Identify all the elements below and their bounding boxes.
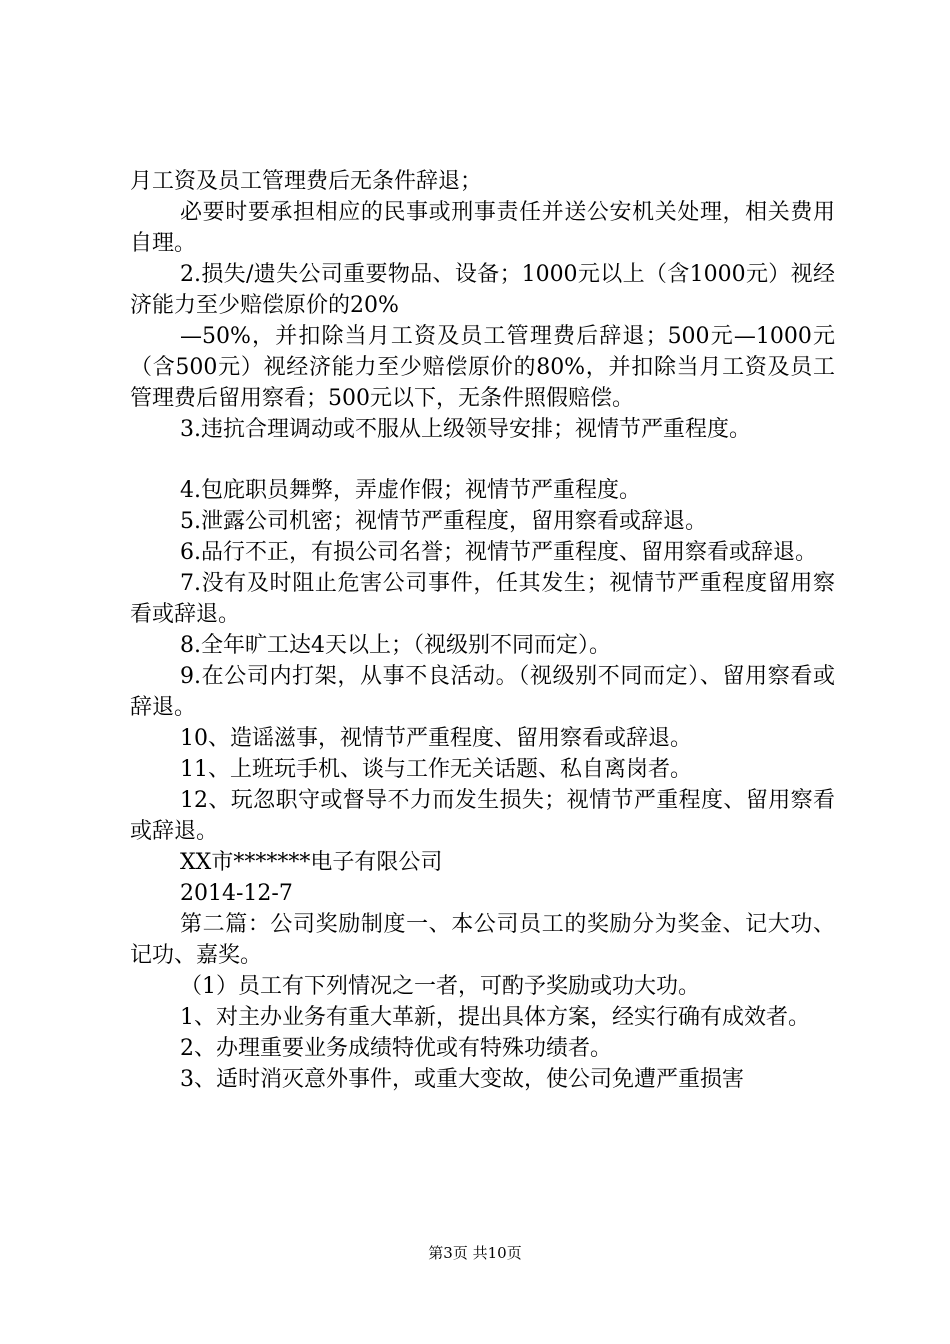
paragraph: 9.在公司内打架，从事不良活动。（视级别不同而定）、留用察看或辞退。 [130,664,835,720]
paragraph: 11、上班玩手机、谈与工作无关话题、私自离岗者。 [180,757,692,782]
paragraph: 3、适时消灭意外事件，或重大变故，使公司免遭严重损害 [180,1067,744,1092]
paragraph: （1）员工有下列情况之一者，可酌予奖励或功大功。 [180,974,700,999]
section-heading: 第二篇：公司奖励制度一、本公司员工的奖励分为奖金、记大功、记功、嘉奖。 [130,912,835,968]
paragraph: 7.没有及时阻止危害公司事件，任其发生；视情节严重程度留用察看或辞退。 [130,571,835,627]
paragraph: 2.损失/遗失公司重要物品、设备；1000元以上（含1000元）视经济能力至少赔偿原价的20% [130,262,835,318]
paragraph: 8.全年旷工达4天以上；（视级别不同而定）。 [180,633,611,658]
company-name: XX市*******电子有限公司 [180,850,443,875]
paragraph: 2、办理重要业务成绩特优或有特殊功绩者。 [180,1036,612,1061]
paragraph: 10、造谣滋事，视情节严重程度、留用察看或辞退。 [180,726,692,751]
paragraph-gap [130,445,835,475]
paragraph: 3.违抗合理调动或不服从上级领导安排；视情节严重程度。 [180,417,751,442]
document-date: 2014-12-7 [180,881,293,906]
paragraph: 5.泄露公司机密；视情节严重程度，留用察看或辞退。 [180,509,707,534]
page-number-footer: 第3页 共10页 [428,1244,522,1262]
paragraph: 12、玩忽职守或督导不力而发生损失；视情节严重程度、留用察看或辞退。 [130,788,835,844]
document-body [130,166,835,1095]
paragraph: 6.品行不正，有损公司名誉；视情节严重程度、留用察看或辞退。 [180,540,817,565]
paragraph: 4.包庇职员舞弊，弄虚作假；视情节严重程度。 [180,478,641,503]
paragraph: —50%，并扣除当月工资及员工管理费后辞退；500元—1000元（含500元）视经济能力至少赔偿原价的80%，并扣除当月工资及员工管理费后留用察看；500元以下，无条件照假赔偿。 [130,324,835,411]
paragraph: 必要时要承担相应的民事或刑事责任并送公安机关处理，相关费用自理。 [130,200,835,256]
paragraph: 月工资及员工管理费后无条件辞退； [130,169,483,194]
paragraph: 1、对主办业务有重大革新，提出具体方案，经实行确有成效者。 [180,1005,810,1030]
